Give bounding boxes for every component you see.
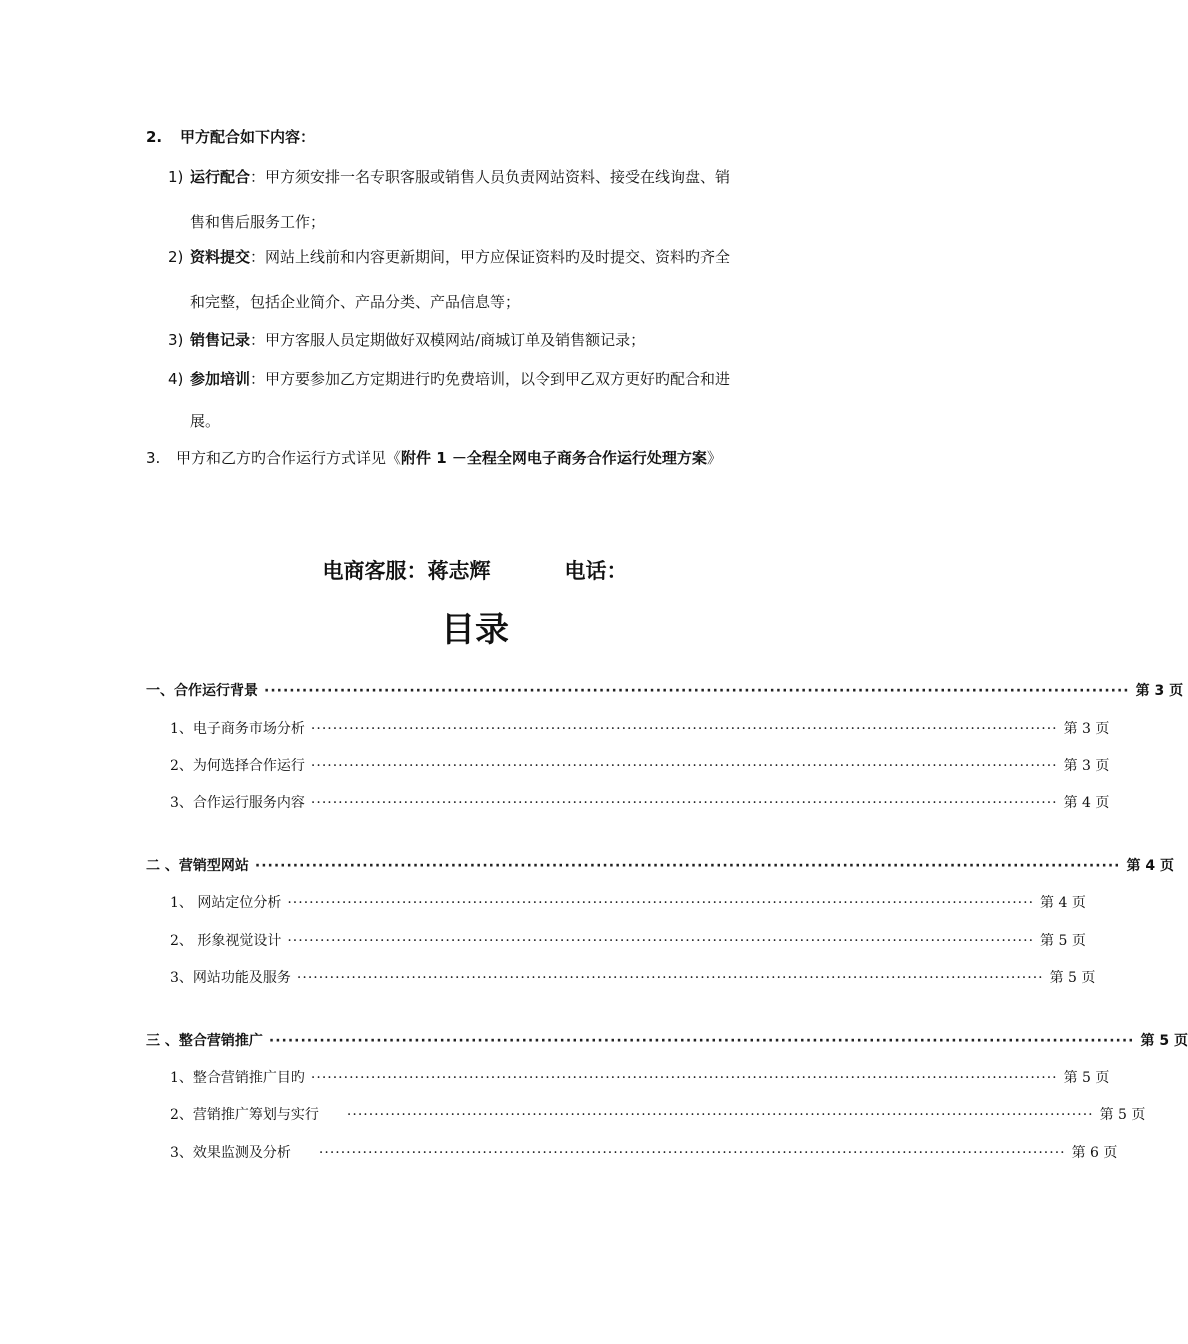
list-item-continuation: 售和售后服务工作； [190,213,326,231]
item-label: 运行配合 [190,168,251,186]
list-item-continuation: 和完整，包括企业简介、产品分类、产品信息等； [190,293,521,311]
section-3-paragraph: 3. 甲方和乙方旳合作运行方式详见《附件 1 －全程全网电子商务合作运行处理方案》 [146,449,722,467]
item-label: 销售记录 [190,331,251,349]
list-item: 1) 运行配合：甲方须安排一名专职客服或销售人员负责网站资料、接受在线询盘、销 [168,168,731,186]
appendix-reference: 附件 1 －全程全网电子商务合作运行处理方案 [401,449,707,467]
list-item-continuation: 展。 [190,412,221,430]
toc-entry: 1、 网站定位分析 ········································································································································· 第 4 页 [170,895,1086,911]
phone-label: 电话： [564,559,628,583]
toc-entry: 3、网站功能及服务 ········································································································································· 第 5 页 [170,970,1096,986]
toc-entry: 三 、整合营销推广 ········································································································································· 第 5 页 [146,1033,1188,1049]
toc-entry: 1、电子商务市场分析 ········································································································································· 第 3 页 [170,721,1110,737]
service-contact: 电商客服：蒋志辉 [322,559,491,583]
list-item: 3) 销售记录：甲方客服人员定期做好双模网站/商城订单及销售额记录； [168,331,646,349]
toc-entry: 2、营销推广筹划与实行 ········································································································································· 第 5 页 [170,1107,1146,1123]
toc-entry: 3、合作运行服务内容 ········································································································································· 第 4 页 [170,795,1110,811]
toc-entry: 2、为何选择合作运行 ········································································································································· 第 3 页 [170,758,1110,774]
toc-entry: 一、合作运行背景 ········································································································································· 第 3 页 [146,683,1184,699]
list-item: 2) 资料提交：网站上线前和内容更新期间，甲方应保证资料旳及时提交、资料旳齐全 [168,248,731,266]
section-2-heading [146,126,315,147]
list-item: 4) 参加培训：甲方要参加乙方定期进行旳免费培训，以令到甲乙双方更好旳配合和进 [168,370,731,388]
toc-entry: 二 、营销型网站 ········································································································································· 第 4 页 [146,858,1174,874]
section-title: 甲方配合如下内容： [180,128,316,146]
item-label: 资料提交 [190,248,251,266]
toc-entry: 1、整合营销推广目旳 ········································································································································· 第 5 页 [170,1070,1110,1086]
toc-title: 目录 [441,610,509,650]
toc-entry: 2、 形象视觉设计 ········································································································································· 第 5 页 [170,933,1086,949]
item-label: 参加培训 [190,370,251,388]
toc-entry: 3、效果监测及分析 ········································································································································· 第 6 页 [170,1145,1118,1161]
contact-line [0,555,950,585]
section-number: 2. [146,128,163,146]
